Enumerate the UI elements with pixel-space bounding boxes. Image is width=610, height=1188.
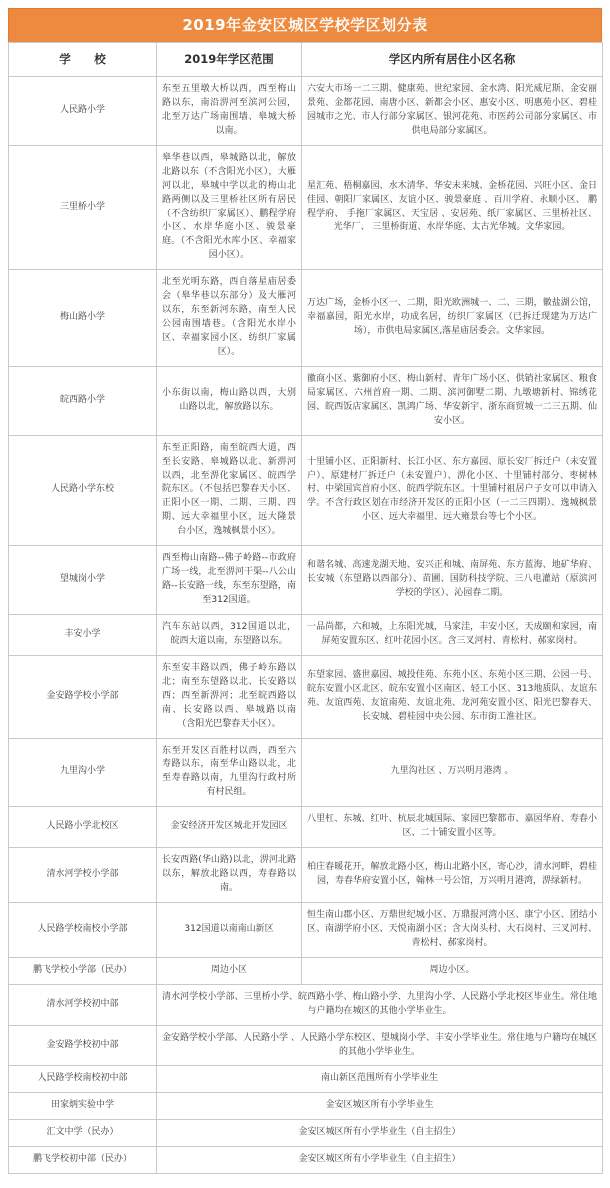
cell-areas: 金安区城区所有小学毕业生（自主招生） (157, 1120, 603, 1147)
cell-areas: 八里杠、东城、红叶、杭辰北城国际、家园巴黎都市、嘉园华府、寿春小区、二十铺安置小区等。 (302, 807, 603, 848)
cell-areas: 金安区城区所有小学毕业生（自主招生） (157, 1147, 603, 1174)
cell-school-name: 人民路小学东校 (9, 435, 157, 546)
cell-areas: 清水河学校小学部、三里桥小学、皖西路小学、梅山路小学、九里沟小学、人民路小学北校区毕业生。常住地与户籍均在城区的其他小学毕业生。 (157, 984, 603, 1025)
cell-district-range: 东至安丰路以西，佛子岭东路以北；南至东望路以北、长安路以西；西至新淠河；北至皖西路以南、长安路以西、皋城路以南（含阳光巴黎春天小区）。 (157, 655, 302, 738)
cell-school-name: 人民路小学 (9, 77, 157, 146)
cell-areas: 东望家园、盛世嘉园、城投佳苑、东苑小区、东苑小区三期、公园一号、皖东安置小区北区、皖东安置小区南区、轻工小区、313地质队、友谊东苑、友谊西苑、友谊南苑、友谊北苑、龙河苑安置小区、阳光巴黎春天、长安城、碧桂园中央公园、东市街工淮社区。 (302, 655, 603, 738)
table-row (9, 1066, 603, 1093)
table-header-row (9, 43, 603, 77)
table-row (9, 546, 603, 615)
cell-areas: 和谐名城、高速龙湖天地、安兴正和城、南屏苑、东方蓝海、地矿华府、长安城（东望路以西部分）、苗圃、国防科技学院、三八电灌站（原滨河学校的学区）、沁园春二期。 (302, 546, 603, 615)
cell-district-range: 北至光明东路，西自落星庙居委会（皋华巷以东部分）及大雁河以东，东至新河东路，南至人民公园南围墙巷。（含阳光水岸小区、幸福家园小区、纺织厂家属区）。 (157, 270, 302, 367)
cell-district-range: 皋华巷以西，皋城路以北，解放北路以东（不含阳光小区），大雁河以北，皋城中学以北的梅山北路两侧以及三里桥社区所有居民（不含纺织厂家属区）、鹏程学府小区、水岸华庭小区、骏景豪庭。（不含阳光水库小区、幸福家园小区）。 (157, 145, 302, 270)
table-row (9, 145, 603, 270)
cell-district-range: 东至正阳路，南至皖西大道，西至长安路、皋城路以北、新淠河以西，北至淠化家属区、皖西学院东区。（不包括巴黎春天小区、正阳小区一期、二期、三期、四期、远大幸福里小区，远大隆景台小区，逸城枫景小区）。 (157, 435, 302, 546)
cell-district-range: 周边小区 (157, 957, 302, 984)
school-district-table (8, 42, 603, 1174)
cell-district-range: 汽车东站以西，312国道以北，皖西大道以南，东望路以东。 (157, 614, 302, 655)
table-row (9, 77, 603, 146)
column-header-range: 2019年学区范围 (157, 43, 302, 77)
table-row (9, 902, 603, 957)
cell-district-range: 金安经济开发区城北开发园区 (157, 807, 302, 848)
table-row (9, 366, 603, 435)
cell-school-name: 人民路小学北校区 (9, 807, 157, 848)
table-row (9, 614, 603, 655)
cell-district-range: 长安西路(华山路)以北，淠河北路以东，解放北路以西，寿春路以南。 (157, 848, 302, 903)
cell-areas: 金安路学校小学部、人民路小学 、人民路小学东校区、望城岗小学、丰安小学毕业生。常住地与户籍均在城区的其他小学毕业生。 (157, 1025, 603, 1066)
cell-areas: 星汇苑、梧桐嘉园、水木清华、华安未来城、金桥花园、兴旺小区、金日佳园、朝阳厂家属区、友谊小区、骏景豪庭 、百川学府、永顺小区、 鹏程学府、 手拖厂家属区、天宝居 、安居苑、纸厂家属区、三里桥社区、 光华厂、 三里桥街道、水岸华庭、太古光华城。文华家园。 (302, 145, 603, 270)
table-row (9, 1120, 603, 1147)
column-header-areas: 学区内所有居住小区名称 (302, 43, 603, 77)
cell-areas: 万达广场，金桥小区一、二期，阳光欧洲城一、二、三期，徽盐湖公馆，幸福嘉园，阳光水岸，功成名居，纺织厂家属区（已拆迁现建为万达广场），市供电局家属区,落星庙居委会。文华家园。 (302, 270, 603, 367)
cell-district-range: 东至五里墩大桥以西，西至梅山路以东，南沿淠河至滨河公园，北至万达广场南围墙、皋城大桥以南。 (157, 77, 302, 146)
table-row (9, 957, 603, 984)
table-row (9, 807, 603, 848)
cell-areas: 柏庄春暖花开，解放北路小区，梅山北路小区，寄心沙，清水河畔，碧桂园，寿春华府安置小区，翰林一号公馆，万兴明月港湾，淠绿新村。 (302, 848, 603, 903)
table-row (9, 270, 603, 367)
table-row (9, 435, 603, 546)
cell-school-name: 鹏飞学校小学部（民办） (9, 957, 157, 984)
cell-district-range: 小东街以南，梅山路以西，大别山路以北，解放路以东。 (157, 366, 302, 435)
page-title: 2019年金安区城区学校学区划分表 (182, 16, 428, 34)
column-header-school: 学 校 (9, 43, 157, 77)
cell-areas: 徽商小区、紫御府小区、梅山新村、青年广场小区、供销社家属区、粮食局家属区、六州首府一期、二期、滨河御墅二期、九墩塘新村、锦绣花园、皖西饭店家属区、凯鸿广场、华安新宇、浙东商贸城一二三五期、仙安小区。 (302, 366, 603, 435)
cell-areas: 金安区城区所有小学毕业生 (157, 1093, 603, 1120)
cell-school-name: 三里桥小学 (9, 145, 157, 270)
cell-areas: 十里铺小区、正阳新村、长江小区、东方嘉园、原长安厂拆迁户（未安置户）、原建材厂拆迁户（未安置户）、淠化小区、十里铺村部分、枣树林村、中梁国宾首府小区、皖西学院东区。十里铺村祖居户子女可以申请入学。不含行政区划在市经济开发区的正阳小区（一二三四期）、逸城枫景小区、远大幸福里、远大雍景台等七个小区。 (302, 435, 603, 546)
cell-areas: 一品尚都，六和城，上东阳光城，马家洼，丰安小区，天成颐和家园，南屏苑安置东区、红叶花园小区。含三叉河村、青松村、郝家岗村。 (302, 614, 603, 655)
cell-school-name: 望城岗小学 (9, 546, 157, 615)
cell-school-name: 人民路学校南校小学部 (9, 902, 157, 957)
cell-areas: 恒生南山郡小区、万鼎世纪城小区、万鼎报河湾小区、康宁小区、团结小区、南湖学府小区、天悦南湖小区；含大岗头村、大石岗村、三叉河村、青松村、郝家岗村。 (302, 902, 603, 957)
cell-district-range: 312国道以南南山新区 (157, 902, 302, 957)
cell-school-name: 清水河学校初中部 (9, 984, 157, 1025)
cell-school-name: 人民路学校南校初中部 (9, 1066, 157, 1093)
table-row (9, 1093, 603, 1120)
cell-district-range: 西至梅山南路--佛子岭路--市政府广场一线，北至淠河干渠--八公山路--长安路一线，东至东望路，南至312国道。 (157, 546, 302, 615)
table-row (9, 655, 603, 738)
cell-school-name: 丰安小学 (9, 614, 157, 655)
cell-school-name: 田家炳实验中学 (9, 1093, 157, 1120)
table-row (9, 1025, 603, 1066)
cell-school-name: 金安路学校小学部 (9, 655, 157, 738)
cell-areas: 周边小区。 (302, 957, 603, 984)
cell-district-range: 东至开发区百胜村以西，西至六寿路以东，南至华山路以北，北至寿春路以南，九里沟行政村所有村民组。 (157, 738, 302, 807)
cell-areas: 南山新区范围所有小学毕业生 (157, 1066, 603, 1093)
cell-areas: 九里沟社区 、万兴明月港湾 。 (302, 738, 603, 807)
cell-school-name: 清水河学校小学部 (9, 848, 157, 903)
table-row (9, 1147, 603, 1174)
cell-school-name: 梅山路小学 (9, 270, 157, 367)
table-body (9, 77, 603, 1174)
table-row (9, 738, 603, 807)
cell-school-name: 鹏飞学校初中部（民办） (9, 1147, 157, 1174)
cell-school-name: 九里沟小学 (9, 738, 157, 807)
table-row (9, 848, 603, 903)
table-row (9, 984, 603, 1025)
table-title-bar (8, 8, 602, 42)
cell-school-name: 汇文中学（民办） (9, 1120, 157, 1147)
cell-school-name: 金安路学校初中部 (9, 1025, 157, 1066)
cell-areas: 六安大市场一二三期、健康苑、世纪家园、金水湾、阳光威尼斯、金安丽景苑、金都花园、南唐小区、新都会小区、惠安小区、明惠苑小区、碧桂园城市之光、市人行部分家属区、银河花苑、市医药公司部分家属区、市供电局部分家属区。 (302, 77, 603, 146)
table-header (9, 43, 603, 77)
cell-school-name: 皖西路小学 (9, 366, 157, 435)
